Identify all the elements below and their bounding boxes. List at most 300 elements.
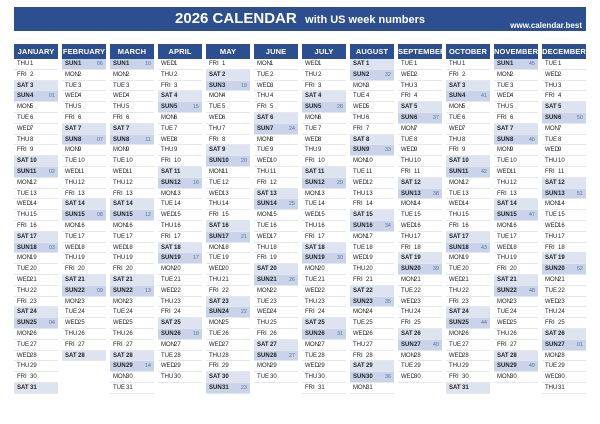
day-number: 30 (270, 374, 277, 381)
day-number: 21 (414, 276, 421, 283)
weekday-label: TUE (353, 93, 365, 100)
day-number: 11 (270, 168, 277, 175)
day-row (446, 91, 490, 102)
day-number: 16 (174, 222, 181, 229)
weekday-label: THU (305, 147, 318, 154)
day-number: 25 (126, 320, 133, 327)
day-number: 4 (558, 93, 562, 100)
day-number: 14 (30, 201, 37, 208)
day-row (446, 81, 490, 92)
day-row (62, 243, 106, 254)
day-number: 30 (558, 374, 565, 381)
weekday-label: FRI (545, 93, 555, 100)
day-row (302, 297, 346, 308)
weekday-label: FRI (161, 158, 171, 165)
weekday-label: FRI (161, 309, 171, 316)
day-row (158, 124, 202, 135)
day-number: 24 (78, 309, 85, 316)
day-row (398, 275, 442, 286)
weekday-label: WED (65, 320, 79, 327)
day-row (494, 243, 538, 254)
day-number: 20 (78, 266, 85, 273)
weekday-label: SAT (305, 168, 317, 175)
day-number: 15 (174, 212, 181, 219)
weekday-label: FRI (257, 255, 267, 262)
day-number: 1 (270, 61, 274, 67)
day-number: 24 (126, 309, 133, 316)
weekday-label: SAT (353, 212, 365, 219)
day-row (158, 297, 202, 308)
weekday-label: THU (449, 61, 462, 67)
day-row (350, 91, 394, 102)
weekday-label: TUE (257, 298, 269, 305)
day-number: 24 (270, 309, 277, 316)
day-number: 11 (30, 168, 37, 175)
day-number: 24 (222, 309, 229, 316)
day-number: 16 (318, 222, 325, 229)
weekday-label: MON (305, 114, 319, 121)
weekday-label: TUE (449, 114, 461, 121)
weekday-label: MON (305, 190, 319, 197)
weekday-label: FRI (305, 158, 315, 165)
day-number: 15 (414, 212, 421, 219)
weekday-label: TUE (209, 330, 221, 337)
day-row (14, 329, 58, 340)
weekday-label: SAT (353, 61, 365, 67)
day-row (542, 167, 586, 178)
day-row (350, 59, 394, 70)
weekday-label: SAT (17, 384, 29, 391)
day-number: 8 (462, 136, 466, 143)
weekday-label: MON (401, 352, 415, 359)
day-number: 9 (174, 147, 178, 154)
day-number: 14 (174, 201, 181, 208)
day-number: 1 (30, 61, 34, 67)
day-number: 26 (558, 330, 565, 337)
weekday-label: FRI (449, 374, 459, 381)
weekday-label: FRI (65, 341, 75, 348)
weekday-label: TUE (113, 82, 125, 89)
weekday-label: FRI (161, 233, 171, 240)
weekday-label: SAT (545, 179, 557, 186)
day-number: 10 (30, 158, 37, 165)
day-row (494, 318, 538, 329)
day-row (302, 221, 346, 232)
day-row (542, 329, 586, 340)
day-row (542, 124, 586, 135)
day-row (62, 329, 106, 340)
day-row (14, 189, 58, 200)
weekday-label: FRI (257, 179, 267, 186)
day-number: 6 (270, 114, 274, 121)
day-row (110, 351, 154, 362)
day-number: 3 (510, 82, 514, 89)
day-row (350, 189, 394, 200)
day-row (254, 59, 298, 70)
day-row (14, 70, 58, 81)
weekday-label: THU (545, 309, 558, 316)
weekday-label: SAT (449, 384, 461, 391)
day-row (302, 329, 346, 340)
weekday-label: WED (545, 147, 559, 154)
weekday-label: WED (497, 168, 511, 175)
weekday-label: TUE (17, 341, 29, 348)
weekday-label: FRI (353, 201, 363, 208)
month-header: SEPTEMBER (398, 44, 442, 59)
day-row (494, 81, 538, 92)
weekday-label: WED (401, 374, 415, 381)
day-number: 18 (30, 244, 37, 251)
weekday-label: THU (401, 233, 414, 240)
weekday-label: FRI (257, 330, 267, 337)
day-number: 20 (174, 266, 181, 273)
week-number: 46 (528, 136, 535, 143)
day-row (110, 275, 154, 286)
day-row (350, 286, 394, 297)
day-row (158, 361, 202, 372)
weekday-label: THU (113, 179, 126, 186)
day-row (302, 361, 346, 372)
day-number: 16 (510, 222, 517, 229)
weekday-label: THU (113, 255, 126, 262)
day-number: 9 (318, 147, 322, 154)
day-row (398, 189, 442, 200)
day-row (302, 145, 346, 156)
weekday-label: WED (497, 320, 511, 327)
day-row (542, 59, 586, 70)
weekday-label: MON (257, 212, 271, 219)
day-row (350, 81, 394, 92)
day-row (254, 189, 298, 200)
month-header: AUGUST (350, 44, 394, 59)
weekday-label: SUN (305, 330, 318, 337)
weekday-label: MON (17, 330, 31, 337)
day-row (302, 113, 346, 124)
day-number: 12 (126, 179, 133, 186)
day-number: 14 (414, 201, 421, 208)
day-row (158, 167, 202, 178)
weekday-label: FRI (209, 61, 219, 67)
day-row (206, 329, 250, 340)
weekday-label: SAT (305, 93, 317, 100)
weekday-label: THU (497, 104, 510, 111)
week-number: 51 (576, 190, 583, 197)
weekday-label: MON (497, 71, 511, 78)
day-row (110, 318, 154, 329)
day-number: 31 (366, 384, 373, 391)
day-row (302, 318, 346, 329)
weekday-label: WED (17, 352, 31, 359)
day-row (158, 372, 202, 383)
day-row (302, 178, 346, 189)
weekday-label: TUE (161, 125, 173, 132)
day-number: 10 (414, 158, 421, 165)
day-row (494, 307, 538, 318)
weekday-label: TUE (305, 125, 317, 132)
weekday-label: WED (449, 276, 463, 283)
weekday-label: SAT (161, 93, 173, 100)
day-row (206, 383, 250, 394)
weekday-label: WED (257, 82, 271, 89)
day-number: 15 (126, 212, 133, 219)
weekday-label: FRI (545, 244, 555, 251)
day-row (206, 167, 250, 178)
day-number: 20 (414, 266, 421, 273)
day-row (110, 286, 154, 297)
day-number: 21 (462, 276, 469, 283)
weekday-label: THU (449, 212, 462, 219)
week-number: 19 (240, 82, 247, 89)
day-row (254, 210, 298, 221)
week-number: 52 (576, 266, 583, 273)
day-number: 4 (78, 93, 82, 100)
weekday-label: MON (305, 341, 319, 348)
months-grid (14, 44, 586, 391)
day-row (542, 178, 586, 189)
day-row (446, 70, 490, 81)
day-row (350, 135, 394, 146)
day-number: 3 (126, 82, 130, 89)
weekday-label: WED (17, 201, 31, 208)
day-number: 12 (366, 179, 373, 186)
weekday-label: FRI (401, 168, 411, 175)
weekday-label: THU (305, 298, 318, 305)
month-header: MAY (206, 44, 250, 59)
day-number: 16 (126, 222, 133, 229)
week-number: 35 (384, 298, 391, 305)
month-june (254, 44, 298, 383)
day-number: 1 (462, 61, 466, 67)
day-row (494, 59, 538, 70)
day-number: 19 (30, 255, 37, 262)
day-number: 27 (174, 341, 181, 348)
day-row (542, 372, 586, 383)
day-number: 30 (366, 374, 373, 381)
day-number: 11 (366, 168, 373, 175)
day-number: 29 (222, 363, 229, 370)
day-row (398, 81, 442, 92)
day-number: 23 (222, 298, 229, 305)
weekday-label: SUN (17, 168, 30, 175)
week-number: 38 (432, 190, 439, 197)
weekday-label: MON (257, 287, 271, 294)
weekday-label: SUN (161, 104, 174, 111)
day-number: 10 (174, 158, 181, 165)
day-number: 11 (78, 168, 85, 175)
weekday-label: MON (449, 330, 463, 337)
day-row (350, 307, 394, 318)
day-number: 19 (366, 255, 373, 262)
day-number: 6 (558, 114, 562, 121)
weekday-label: THU (161, 374, 174, 381)
day-number: 6 (414, 114, 418, 121)
week-number: 15 (192, 104, 199, 111)
day-number: 20 (558, 266, 565, 273)
day-number: 9 (366, 147, 370, 154)
day-row (110, 145, 154, 156)
weekday-label: FRI (113, 266, 123, 273)
day-number: 12 (78, 179, 85, 186)
day-row (62, 156, 106, 167)
weekday-label: WED (161, 61, 175, 67)
day-number: 4 (510, 93, 514, 100)
day-row (206, 275, 250, 286)
day-number: 28 (366, 352, 373, 359)
weekday-label: MON (545, 276, 559, 283)
weekday-label: TUE (497, 158, 509, 165)
weekday-label: THU (305, 222, 318, 229)
day-row (62, 210, 106, 221)
day-number: 29 (510, 363, 517, 370)
day-number: 23 (414, 298, 421, 305)
day-number: 1 (366, 61, 370, 67)
day-number: 15 (510, 212, 517, 219)
day-number: 22 (510, 287, 517, 294)
day-row (350, 167, 394, 178)
day-number: 3 (78, 82, 82, 89)
weekday-label: WED (113, 93, 127, 100)
day-row (446, 329, 490, 340)
day-number: 19 (174, 255, 181, 262)
day-row (206, 361, 250, 372)
day-number: 6 (462, 114, 466, 121)
weekday-label: TUE (65, 233, 77, 240)
day-row (14, 221, 58, 232)
day-row (398, 221, 442, 232)
weekday-label: FRI (353, 276, 363, 283)
weekday-label: SUN (545, 190, 558, 197)
day-row (302, 232, 346, 243)
day-number: 6 (30, 114, 34, 121)
day-row (14, 307, 58, 318)
day-row (206, 210, 250, 221)
day-row (110, 124, 154, 135)
day-number: 2 (414, 71, 418, 78)
weekday-label: WED (65, 93, 79, 100)
weekday-label: WED (161, 212, 175, 219)
day-number: 16 (414, 222, 421, 229)
day-number: 3 (30, 82, 34, 89)
day-row (254, 318, 298, 329)
day-row (62, 59, 106, 70)
day-number: 15 (222, 212, 229, 219)
day-row (62, 232, 106, 243)
day-row (14, 243, 58, 254)
month-may (206, 44, 250, 394)
weekday-label: SAT (353, 136, 365, 143)
weekday-label: SUN (449, 320, 462, 327)
day-number: 14 (462, 201, 469, 208)
day-row (158, 253, 202, 264)
day-row (494, 199, 538, 210)
weekday-label: WED (113, 168, 127, 175)
day-number: 3 (174, 82, 178, 89)
day-number: 5 (510, 104, 514, 111)
week-number: 01 (576, 341, 583, 348)
day-number: 7 (270, 125, 274, 132)
day-row (14, 81, 58, 92)
day-row (14, 178, 58, 189)
weekday-label: SAT (209, 298, 221, 305)
day-number: 4 (30, 93, 34, 100)
weekday-label: TUE (401, 136, 413, 143)
day-number: 18 (174, 244, 181, 251)
day-row (254, 307, 298, 318)
weekday-label: MON (17, 104, 31, 111)
day-row (302, 167, 346, 178)
day-row (350, 383, 394, 394)
day-number: 11 (558, 168, 565, 175)
day-number: 7 (318, 125, 322, 132)
day-row (254, 297, 298, 308)
day-number: 17 (222, 233, 229, 240)
weekday-label: WED (353, 104, 367, 111)
day-number: 13 (366, 190, 373, 197)
day-row (62, 81, 106, 92)
day-row (14, 361, 58, 372)
weekday-label: TUE (401, 61, 413, 67)
day-row (14, 124, 58, 135)
weekday-label: TUE (353, 168, 365, 175)
weekday-label: SAT (17, 233, 29, 240)
day-number: 30 (318, 374, 325, 381)
day-number: 10 (318, 158, 325, 165)
weekday-label: FRI (497, 266, 507, 273)
weekday-label: SAT (449, 233, 461, 240)
day-number: 30 (174, 374, 181, 381)
weekday-label: THU (209, 352, 222, 359)
day-number: 9 (270, 147, 274, 154)
day-row (302, 307, 346, 318)
day-row (158, 70, 202, 81)
weekday-label: SUN (401, 266, 414, 273)
weekday-label: MON (113, 222, 127, 229)
weekday-label: SUN (257, 125, 270, 132)
weekday-label: WED (353, 330, 367, 337)
day-number: 30 (414, 374, 421, 381)
day-number: 5 (78, 104, 82, 111)
weekday-label: FRI (497, 114, 507, 121)
weekday-label: TUE (449, 266, 461, 273)
day-row (158, 340, 202, 351)
day-row (14, 167, 58, 178)
day-row (494, 286, 538, 297)
weekday-label: MON (305, 266, 319, 273)
weekday-label: MON (161, 114, 175, 121)
day-number: 11 (174, 168, 181, 175)
weekday-label: SAT (209, 222, 221, 229)
weekday-label: TUE (353, 320, 365, 327)
day-number: 6 (366, 114, 370, 121)
day-number: 15 (318, 212, 325, 219)
day-row (350, 210, 394, 221)
day-number: 5 (558, 104, 562, 111)
weekday-label: TUE (305, 352, 317, 359)
weekday-label: SUN (113, 136, 126, 143)
weekday-label: MON (161, 190, 175, 197)
day-row (110, 243, 154, 254)
day-row (446, 275, 490, 286)
day-row (398, 70, 442, 81)
day-row (398, 113, 442, 124)
weekday-label: THU (65, 104, 78, 111)
title-subtitle: with US week numbers (305, 14, 425, 26)
weekday-label: SAT (449, 158, 461, 165)
day-number: 26 (366, 330, 373, 337)
weekday-label: MON (65, 222, 79, 229)
day-row (206, 178, 250, 189)
day-row (110, 135, 154, 146)
